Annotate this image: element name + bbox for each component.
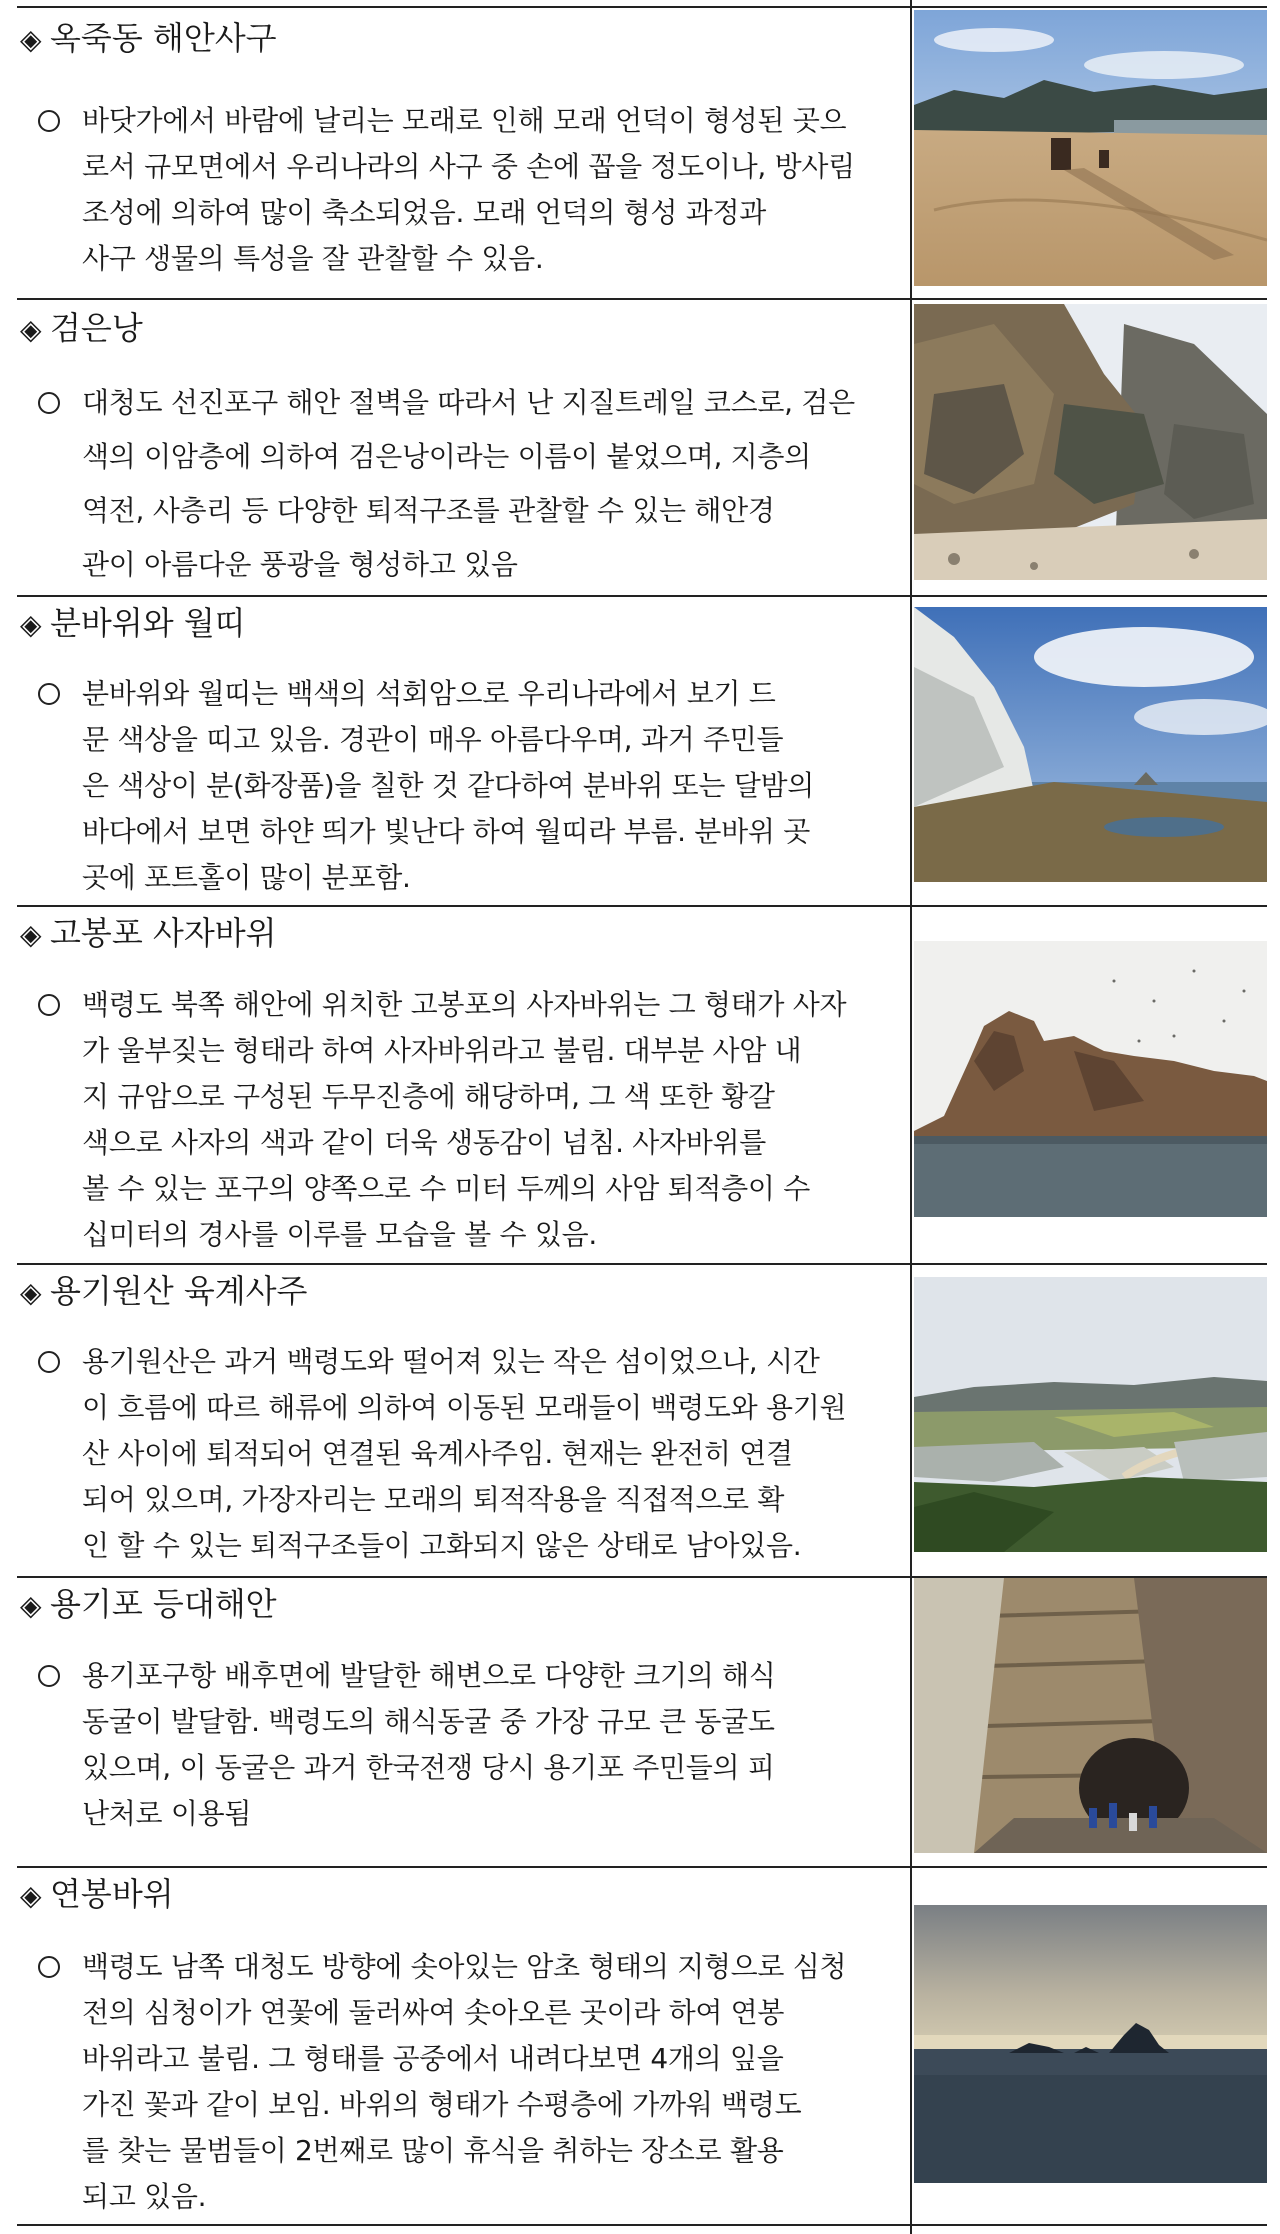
- diamond-bullet-icon: ◈: [20, 23, 42, 56]
- body-line: 관이 아름다운 풍광을 형성하고 있음: [82, 548, 518, 581]
- body-line: 바닷가에서 바람에 날리는 모래로 인해 모래 언덕이 형성된 곳으: [82, 104, 847, 137]
- section-heading: [20, 308, 143, 350]
- body-line: 가 울부짖는 형태라 하여 사자바위라고 불림. 대부분 사암 내: [82, 1034, 802, 1067]
- body-line: 인 할 수 있는 퇴적구조들이 고화되지 않은 상태로 남아있음.: [82, 1529, 802, 1562]
- body-line: 색으로 사자의 색과 같이 더욱 생동감이 넘침. 사자바위를: [82, 1126, 767, 1159]
- sand-dune-photo: [914, 10, 1267, 286]
- diamond-bullet-icon: ◈: [20, 1589, 42, 1622]
- section-body: [82, 376, 904, 592]
- section-heading: [20, 1874, 174, 1916]
- section-body: [82, 1339, 904, 1569]
- body-line: 문 색상을 띠고 있음. 경관이 매우 아름다우며, 과거 주민들: [82, 723, 784, 756]
- section-yonggiwonsan-tombolo: [0, 1265, 1280, 1578]
- body-line: 색의 이암층에 의하여 검은낭이라는 이름이 붙었으며, 지층의: [82, 440, 811, 473]
- body-line: 볼 수 있는 포구의 양쪽으로 수 미터 두께의 사암 퇴적층이 수: [82, 1172, 810, 1205]
- body-line: 용기원산은 과거 백령도와 떨어져 있는 작은 섬이었으나, 시간: [82, 1345, 820, 1378]
- section-title: 옥죽동 해안사구: [50, 19, 277, 57]
- body-line: 난처로 이용됨: [82, 1797, 252, 1830]
- body-line: 되어 있으며, 가장자리는 모래의 퇴적작용을 직접적으로 확: [82, 1483, 785, 1516]
- body-line: 를 찾는 물범들이 2번째로 많이 휴식을 취하는 장소로 활용: [82, 2134, 784, 2167]
- body-line: 분바위와 월띠는 백색의 석회암으로 우리나라에서 보기 드: [82, 677, 776, 710]
- body-line: 있으며, 이 동굴은 과거 한국전쟁 당시 용기포 주민들의 피: [82, 1751, 775, 1784]
- section-geomeunnang: [0, 300, 1280, 597]
- body-line: 백령도 북쪽 해안에 위치한 고봉포의 사자바위는 그 형태가 사자: [82, 988, 847, 1021]
- body-line: 곳에 포트홀이 많이 분포함.: [82, 861, 411, 894]
- circle-bullet-icon: [38, 1665, 60, 1687]
- body-line: 바다에서 보면 하얀 띄가 빛난다 하여 월띠라 부름. 분바위 곳: [82, 815, 810, 848]
- section-title: 용기포 등대해안: [50, 1585, 277, 1623]
- section-body: [82, 1944, 904, 2220]
- tombolo-aerial-photo: [914, 1277, 1267, 1552]
- section-body: [82, 671, 904, 901]
- section-heading: [20, 1271, 307, 1313]
- lion-rock-photo: [914, 941, 1267, 1217]
- circle-bullet-icon: [38, 1956, 60, 1978]
- section-title: 고봉포 사자바위: [50, 914, 277, 952]
- white-limestone-cliff-photo: [914, 607, 1267, 882]
- diamond-bullet-icon: ◈: [20, 608, 42, 641]
- body-line: 역전, 사층리 등 다양한 퇴적구조를 관찰할 수 있는 해안경: [82, 494, 775, 527]
- body-line: 백령도 남쪽 대청도 방향에 솟아있는 암초 형태의 지형으로 심청: [82, 1950, 847, 1983]
- section-title: 용기원산 육계사주: [50, 1272, 308, 1310]
- body-line: 이 흐름에 따르 해류에 의하여 이동된 모래들이 백령도와 용기원: [82, 1391, 847, 1424]
- body-line: 조성에 의하여 많이 축소되었음. 모래 언덕의 형성 과정과: [82, 196, 767, 229]
- section-body: [82, 1653, 904, 1837]
- section-heading: [20, 18, 277, 60]
- circle-bullet-icon: [38, 683, 60, 705]
- circle-bullet-icon: [38, 994, 60, 1016]
- section-divider: [17, 2224, 1267, 2226]
- body-line: 되고 있음.: [82, 2180, 207, 2213]
- body-line: 십미터의 경사를 이루를 모습을 볼 수 있음.: [82, 1218, 597, 1251]
- section-title: 검은낭: [50, 309, 143, 347]
- diamond-bullet-icon: ◈: [20, 1276, 42, 1309]
- body-line: 가진 꽃과 같이 보임. 바위의 형태가 수평층에 가까워 백령도: [82, 2088, 802, 2121]
- body-line: 산 사이에 퇴적되어 연결된 육계사주임. 현재는 완전히 연결: [82, 1437, 793, 1470]
- section-yeonbong-rock: [0, 1868, 1280, 2226]
- reef-rock-sea-photo: [914, 1905, 1267, 2183]
- section-heading: [20, 603, 246, 645]
- sea-cave-photo: [914, 1578, 1267, 1853]
- section-gobongpo-lion-rock: [0, 907, 1280, 1265]
- section-body: [82, 982, 904, 1258]
- section-heading: [20, 913, 277, 955]
- circle-bullet-icon: [38, 1351, 60, 1373]
- body-line: 바위라고 불림. 그 형태를 공중에서 내려다보면 4개의 잎을: [82, 2042, 784, 2075]
- section-heading: [20, 1584, 277, 1626]
- diamond-bullet-icon: ◈: [20, 918, 42, 951]
- section-title: 연봉바위: [50, 1875, 174, 1913]
- body-line: 사구 생물의 특성을 잘 관찰할 수 있음.: [82, 242, 544, 275]
- body-line: 은 색상이 분(화장품)을 칠한 것 같다하여 분바위 또는 달밤의: [82, 769, 815, 802]
- body-line: 용기포구항 배후면에 발달한 해변으로 다양한 크기의 해식: [82, 1659, 776, 1692]
- body-line: 대청도 선진포구 해안 절벽을 따라서 난 지질트레일 코스로, 검은: [82, 386, 855, 419]
- section-title: 분바위와 월띠: [50, 604, 246, 642]
- diamond-bullet-icon: ◈: [20, 313, 42, 346]
- body-line: 전의 심청이가 연꽃에 둘러싸여 솟아오른 곳이라 하여 연봉: [82, 1996, 785, 2029]
- circle-bullet-icon: [38, 110, 60, 132]
- diamond-bullet-icon: ◈: [20, 1879, 42, 1912]
- section-body: [82, 98, 904, 282]
- circle-bullet-icon: [38, 392, 60, 414]
- body-line: 지 규암으로 구성된 두무진층에 해당하며, 그 색 또한 황갈: [82, 1080, 775, 1113]
- section-okjukdong-dune: [0, 6, 1280, 300]
- body-line: 동굴이 발달함. 백령도의 해식동굴 중 가장 규모 큰 동굴도: [82, 1705, 775, 1738]
- black-rock-cliff-photo: [914, 304, 1267, 580]
- section-yonggipo-lighthouse-coast: [0, 1578, 1280, 1868]
- section-bunbawi-wolddi: [0, 597, 1280, 907]
- body-line: 로서 규모면에서 우리나라의 사구 중 손에 꼽을 정도이나, 방사림: [82, 150, 855, 183]
